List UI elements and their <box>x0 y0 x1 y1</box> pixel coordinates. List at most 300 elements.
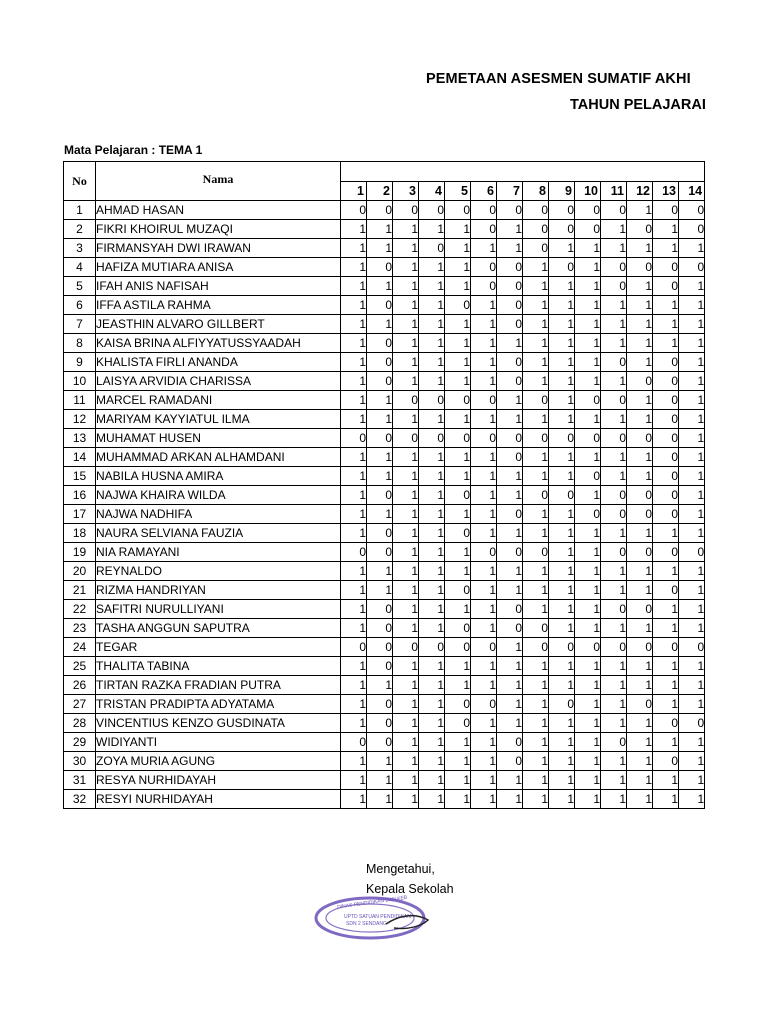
score-cell: 1 <box>419 410 445 429</box>
score-cell: 1 <box>445 467 471 486</box>
score-cell: 1 <box>653 220 679 239</box>
score-cell: 1 <box>367 410 393 429</box>
score-cell: 1 <box>341 790 367 809</box>
score-cell: 1 <box>523 296 549 315</box>
table-row <box>64 429 705 448</box>
score-cell: 1 <box>575 410 601 429</box>
score-cell: 0 <box>601 391 627 410</box>
score-cell: 0 <box>627 258 653 277</box>
score-cell: 1 <box>601 372 627 391</box>
score-cell: 1 <box>341 448 367 467</box>
score-cell: 1 <box>653 562 679 581</box>
score-cell: 1 <box>341 372 367 391</box>
score-cell: 1 <box>419 258 445 277</box>
score-cell: 1 <box>367 562 393 581</box>
score-cell: 1 <box>393 695 419 714</box>
score-cell: 1 <box>601 676 627 695</box>
principal-label: Kepala Sekolah <box>366 882 454 896</box>
score-cell: 0 <box>601 543 627 562</box>
score-cell: 0 <box>653 638 679 657</box>
score-cell: 1 <box>523 410 549 429</box>
score-cell: 0 <box>523 239 549 258</box>
score-cell: 1 <box>575 315 601 334</box>
score-cell: 0 <box>653 505 679 524</box>
score-cell: 0 <box>523 638 549 657</box>
row-number: 24 <box>64 638 96 657</box>
score-cell: 0 <box>367 657 393 676</box>
score-cell: 1 <box>393 315 419 334</box>
score-table-body <box>64 201 705 809</box>
score-cell: 1 <box>393 619 419 638</box>
score-cell: 1 <box>419 581 445 600</box>
score-cell: 1 <box>445 353 471 372</box>
row-number: 16 <box>64 486 96 505</box>
score-cell: 0 <box>445 714 471 733</box>
score-cell: 1 <box>419 505 445 524</box>
score-cell: 1 <box>341 486 367 505</box>
student-name: NABILA HUSNA AMIRA <box>96 467 341 486</box>
score-cell: 0 <box>497 258 523 277</box>
score-cell: 1 <box>601 315 627 334</box>
score-cell: 1 <box>627 353 653 372</box>
score-cell: 1 <box>523 771 549 790</box>
score-cell: 1 <box>419 467 445 486</box>
score-cell: 1 <box>367 581 393 600</box>
question-number-1: 1 <box>341 182 367 201</box>
score-cell: 0 <box>627 695 653 714</box>
score-cell: 1 <box>419 752 445 771</box>
score-cell: 1 <box>523 714 549 733</box>
score-cell: 0 <box>471 277 497 296</box>
score-cell: 1 <box>341 258 367 277</box>
score-cell: 0 <box>497 277 523 296</box>
score-cell: 1 <box>471 372 497 391</box>
student-name: SAFITRI NURULLIYANI <box>96 600 341 619</box>
score-cell: 1 <box>575 676 601 695</box>
score-cell: 1 <box>549 315 575 334</box>
score-cell: 1 <box>367 771 393 790</box>
score-cell: 1 <box>653 676 679 695</box>
score-cell: 0 <box>419 638 445 657</box>
score-cell: 1 <box>471 790 497 809</box>
score-cell: 1 <box>679 581 705 600</box>
score-cell: 0 <box>367 372 393 391</box>
score-cell: 1 <box>419 562 445 581</box>
score-cell: 1 <box>419 334 445 353</box>
score-cell: 1 <box>523 676 549 695</box>
score-cell: 1 <box>653 733 679 752</box>
score-cell: 1 <box>601 296 627 315</box>
score-cell: 1 <box>653 695 679 714</box>
score-cell: 1 <box>575 277 601 296</box>
score-cell: 1 <box>393 581 419 600</box>
score-cell: 0 <box>653 391 679 410</box>
score-cell: 1 <box>679 315 705 334</box>
score-cell: 0 <box>601 201 627 220</box>
score-cell: 0 <box>497 315 523 334</box>
table-row <box>64 315 705 334</box>
score-cell: 1 <box>419 657 445 676</box>
score-cell: 1 <box>627 334 653 353</box>
score-cell: 0 <box>653 201 679 220</box>
score-cell: 1 <box>549 562 575 581</box>
student-name: MUHAMMAD ARKAN ALHAMDANI <box>96 448 341 467</box>
score-cell: 1 <box>627 448 653 467</box>
score-cell: 1 <box>549 790 575 809</box>
score-cell: 0 <box>367 543 393 562</box>
score-cell: 0 <box>679 638 705 657</box>
score-cell: 0 <box>341 543 367 562</box>
stamp-text-low: SDN 2 SENDANG <box>346 921 387 927</box>
score-cell: 1 <box>445 505 471 524</box>
score-cell: 0 <box>367 201 393 220</box>
table-row <box>64 543 705 562</box>
score-cell: 0 <box>601 429 627 448</box>
score-cell: 0 <box>367 733 393 752</box>
score-cell: 1 <box>471 657 497 676</box>
score-table <box>63 161 705 809</box>
score-cell: 1 <box>601 771 627 790</box>
score-cell: 1 <box>367 239 393 258</box>
score-cell: 1 <box>393 448 419 467</box>
score-cell: 1 <box>627 790 653 809</box>
score-cell: 0 <box>393 429 419 448</box>
score-cell: 0 <box>367 695 393 714</box>
score-cell: 1 <box>393 334 419 353</box>
score-cell: 1 <box>341 220 367 239</box>
student-name: REYNALDO <box>96 562 341 581</box>
question-number-8: 8 <box>523 182 549 201</box>
stamp-text-top: DINAS PENDIDIKAN DAN KEB <box>336 894 408 911</box>
row-number: 8 <box>64 334 96 353</box>
score-cell: 1 <box>393 505 419 524</box>
score-cell: 1 <box>679 486 705 505</box>
score-cell: 1 <box>419 543 445 562</box>
score-cell: 1 <box>419 695 445 714</box>
score-cell: 1 <box>497 334 523 353</box>
student-name: TEGAR <box>96 638 341 657</box>
row-number: 2 <box>64 220 96 239</box>
score-cell: 0 <box>679 714 705 733</box>
score-cell: 0 <box>471 695 497 714</box>
score-cell: 1 <box>601 562 627 581</box>
score-cell: 0 <box>549 201 575 220</box>
score-cell: 1 <box>367 676 393 695</box>
student-name: KHALISTA FIRLI ANANDA <box>96 353 341 372</box>
score-cell: 1 <box>601 524 627 543</box>
score-cell: 1 <box>497 638 523 657</box>
score-cell: 1 <box>393 733 419 752</box>
score-cell: 1 <box>341 467 367 486</box>
table-row <box>64 467 705 486</box>
score-cell: 1 <box>393 524 419 543</box>
table-row <box>64 581 705 600</box>
table-row <box>64 391 705 410</box>
score-cell: 0 <box>341 638 367 657</box>
score-cell: 0 <box>523 619 549 638</box>
score-cell: 1 <box>601 410 627 429</box>
score-cell: 1 <box>679 676 705 695</box>
student-name: ZOYA MURIA AGUNG <box>96 752 341 771</box>
table-row <box>64 448 705 467</box>
stamp-text-mid: UPTD SATUAN PENDIDIKAN <box>344 914 411 920</box>
score-cell: 0 <box>393 391 419 410</box>
table-row <box>64 201 705 220</box>
score-cell: 1 <box>341 524 367 543</box>
score-cell: 1 <box>393 239 419 258</box>
column-header-nama: Nama <box>96 162 341 201</box>
score-cell: 0 <box>575 220 601 239</box>
score-cell: 1 <box>549 752 575 771</box>
student-name: NIA RAMAYANI <box>96 543 341 562</box>
score-cell: 1 <box>445 733 471 752</box>
score-cell: 1 <box>341 239 367 258</box>
score-cell: 0 <box>497 752 523 771</box>
score-cell: 1 <box>549 581 575 600</box>
score-cell: 0 <box>471 543 497 562</box>
score-cell: 1 <box>549 657 575 676</box>
score-cell: 1 <box>497 524 523 543</box>
question-number-6: 6 <box>471 182 497 201</box>
score-cell: 1 <box>523 353 549 372</box>
student-name: LAISYA ARVIDIA CHARISSA <box>96 372 341 391</box>
student-name: WIDIYANTI <box>96 733 341 752</box>
score-cell: 1 <box>341 600 367 619</box>
score-cell: 1 <box>549 353 575 372</box>
score-cell: 1 <box>601 657 627 676</box>
score-cell: 0 <box>367 486 393 505</box>
score-cell: 1 <box>627 315 653 334</box>
score-cell: 0 <box>341 733 367 752</box>
score-cell: 1 <box>471 334 497 353</box>
score-cell: 0 <box>549 486 575 505</box>
score-cell: 1 <box>627 391 653 410</box>
score-cell: 0 <box>471 220 497 239</box>
score-cell: 1 <box>471 600 497 619</box>
score-cell: 1 <box>419 372 445 391</box>
score-cell: 1 <box>601 334 627 353</box>
row-number: 28 <box>64 714 96 733</box>
row-number: 30 <box>64 752 96 771</box>
score-cell: 0 <box>653 258 679 277</box>
score-cell: 1 <box>627 467 653 486</box>
score-cell: 1 <box>393 277 419 296</box>
score-cell: 1 <box>393 562 419 581</box>
score-cell: 1 <box>445 543 471 562</box>
score-cell: 0 <box>523 543 549 562</box>
student-name: KAISA BRINA ALFIYYATUSSYAADAH <box>96 334 341 353</box>
row-number: 32 <box>64 790 96 809</box>
row-number: 26 <box>64 676 96 695</box>
score-cell: 1 <box>601 448 627 467</box>
student-name: FIRMANSYAH DWI IRAWAN <box>96 239 341 258</box>
score-cell: 0 <box>575 638 601 657</box>
table-row <box>64 239 705 258</box>
row-number: 3 <box>64 239 96 258</box>
score-cell: 1 <box>575 771 601 790</box>
score-cell: 1 <box>419 296 445 315</box>
table-row <box>64 505 705 524</box>
question-number-10: 10 <box>575 182 601 201</box>
score-cell: 1 <box>627 296 653 315</box>
table-row <box>64 771 705 790</box>
question-number-2: 2 <box>367 182 393 201</box>
score-cell: 1 <box>445 277 471 296</box>
score-cell: 1 <box>653 239 679 258</box>
score-cell: 1 <box>679 752 705 771</box>
score-cell: 1 <box>419 714 445 733</box>
score-cell: 1 <box>627 619 653 638</box>
score-cell: 1 <box>341 562 367 581</box>
question-number-4: 4 <box>419 182 445 201</box>
score-cell: 1 <box>471 619 497 638</box>
score-cell: 1 <box>419 524 445 543</box>
score-cell: 0 <box>367 353 393 372</box>
score-cell: 0 <box>445 391 471 410</box>
score-cell: 0 <box>627 220 653 239</box>
score-cell: 0 <box>653 543 679 562</box>
score-cell: 0 <box>497 543 523 562</box>
score-cell: 1 <box>471 524 497 543</box>
score-cell: 1 <box>419 353 445 372</box>
score-cell: 1 <box>367 467 393 486</box>
score-cell: 1 <box>679 296 705 315</box>
score-cell: 0 <box>523 429 549 448</box>
score-cell: 0 <box>341 201 367 220</box>
score-cell: 1 <box>653 524 679 543</box>
score-cell: 1 <box>627 277 653 296</box>
score-cell: 1 <box>497 410 523 429</box>
score-cell: 1 <box>653 657 679 676</box>
table-row <box>64 790 705 809</box>
score-cell: 1 <box>497 695 523 714</box>
score-cell: 0 <box>445 638 471 657</box>
row-number: 19 <box>64 543 96 562</box>
student-name: TIRTAN RAZKA FRADIAN PUTRA <box>96 676 341 695</box>
score-cell: 0 <box>549 695 575 714</box>
score-cell: 1 <box>653 296 679 315</box>
score-cell: 0 <box>471 391 497 410</box>
score-cell: 0 <box>653 752 679 771</box>
score-cell: 1 <box>679 657 705 676</box>
score-cell: 1 <box>523 657 549 676</box>
row-number: 10 <box>64 372 96 391</box>
score-cell: 0 <box>445 486 471 505</box>
score-cell: 0 <box>497 733 523 752</box>
score-cell: 1 <box>445 676 471 695</box>
student-name: NAJWA NADHIFA <box>96 505 341 524</box>
score-cell: 1 <box>341 581 367 600</box>
score-cell: 1 <box>575 524 601 543</box>
score-cell: 1 <box>393 771 419 790</box>
score-cell: 1 <box>419 486 445 505</box>
score-cell: 1 <box>549 334 575 353</box>
score-cell: 1 <box>679 771 705 790</box>
score-cell: 1 <box>471 771 497 790</box>
score-cell: 1 <box>679 733 705 752</box>
score-cell: 0 <box>679 220 705 239</box>
score-cell: 1 <box>341 619 367 638</box>
student-name: MUHAMAT HUSEN <box>96 429 341 448</box>
score-cell: 1 <box>445 258 471 277</box>
score-cell: 1 <box>549 372 575 391</box>
score-cell: 0 <box>497 296 523 315</box>
score-cell: 0 <box>679 258 705 277</box>
score-cell: 0 <box>471 429 497 448</box>
score-table-wrapper <box>63 161 768 822</box>
score-cell: 1 <box>497 467 523 486</box>
score-cell: 1 <box>367 448 393 467</box>
score-cell: 1 <box>471 676 497 695</box>
score-cell: 0 <box>653 277 679 296</box>
score-cell: 0 <box>497 353 523 372</box>
score-cell: 0 <box>653 581 679 600</box>
score-cell: 1 <box>367 752 393 771</box>
score-cell: 0 <box>367 638 393 657</box>
score-cell: 0 <box>367 296 393 315</box>
student-name: TASHA ANGGUN SAPUTRA <box>96 619 341 638</box>
score-cell: 1 <box>393 714 419 733</box>
question-number-14: 14 <box>679 182 705 201</box>
score-cell: 1 <box>523 505 549 524</box>
score-cell: 1 <box>679 448 705 467</box>
row-number: 27 <box>64 695 96 714</box>
score-cell: 1 <box>575 334 601 353</box>
score-cell: 1 <box>627 562 653 581</box>
student-name: FIKRI KHOIRUL MUZAQI <box>96 220 341 239</box>
score-cell: 1 <box>653 600 679 619</box>
score-cell: 0 <box>367 600 393 619</box>
score-cell: 1 <box>575 562 601 581</box>
student-name: TRISTAN PRADIPTA ADYATAMA <box>96 695 341 714</box>
score-cell: 1 <box>445 315 471 334</box>
question-group-header <box>341 162 705 182</box>
score-cell: 0 <box>627 543 653 562</box>
score-cell: 1 <box>393 752 419 771</box>
score-cell: 1 <box>367 277 393 296</box>
score-cell: 0 <box>471 258 497 277</box>
score-cell: 1 <box>575 258 601 277</box>
student-name: MARIYAM KAYYIATUL ILMA <box>96 410 341 429</box>
score-cell: 1 <box>679 600 705 619</box>
score-cell: 1 <box>549 296 575 315</box>
score-cell: 1 <box>341 752 367 771</box>
score-cell: 0 <box>653 429 679 448</box>
score-cell: 1 <box>497 581 523 600</box>
row-number: 12 <box>64 410 96 429</box>
question-number-7: 7 <box>497 182 523 201</box>
score-cell: 1 <box>393 467 419 486</box>
score-cell: 1 <box>497 790 523 809</box>
table-row <box>64 334 705 353</box>
score-cell: 1 <box>471 353 497 372</box>
score-cell: 1 <box>471 562 497 581</box>
score-cell: 0 <box>497 448 523 467</box>
score-cell: 1 <box>679 372 705 391</box>
score-cell: 1 <box>419 448 445 467</box>
score-cell: 0 <box>627 429 653 448</box>
score-cell: 1 <box>367 315 393 334</box>
score-cell: 1 <box>523 695 549 714</box>
score-cell: 1 <box>575 448 601 467</box>
row-number: 23 <box>64 619 96 638</box>
row-number: 20 <box>64 562 96 581</box>
score-cell: 1 <box>627 771 653 790</box>
score-cell: 1 <box>575 733 601 752</box>
score-cell: 1 <box>341 695 367 714</box>
score-cell: 0 <box>549 638 575 657</box>
score-cell: 1 <box>471 296 497 315</box>
